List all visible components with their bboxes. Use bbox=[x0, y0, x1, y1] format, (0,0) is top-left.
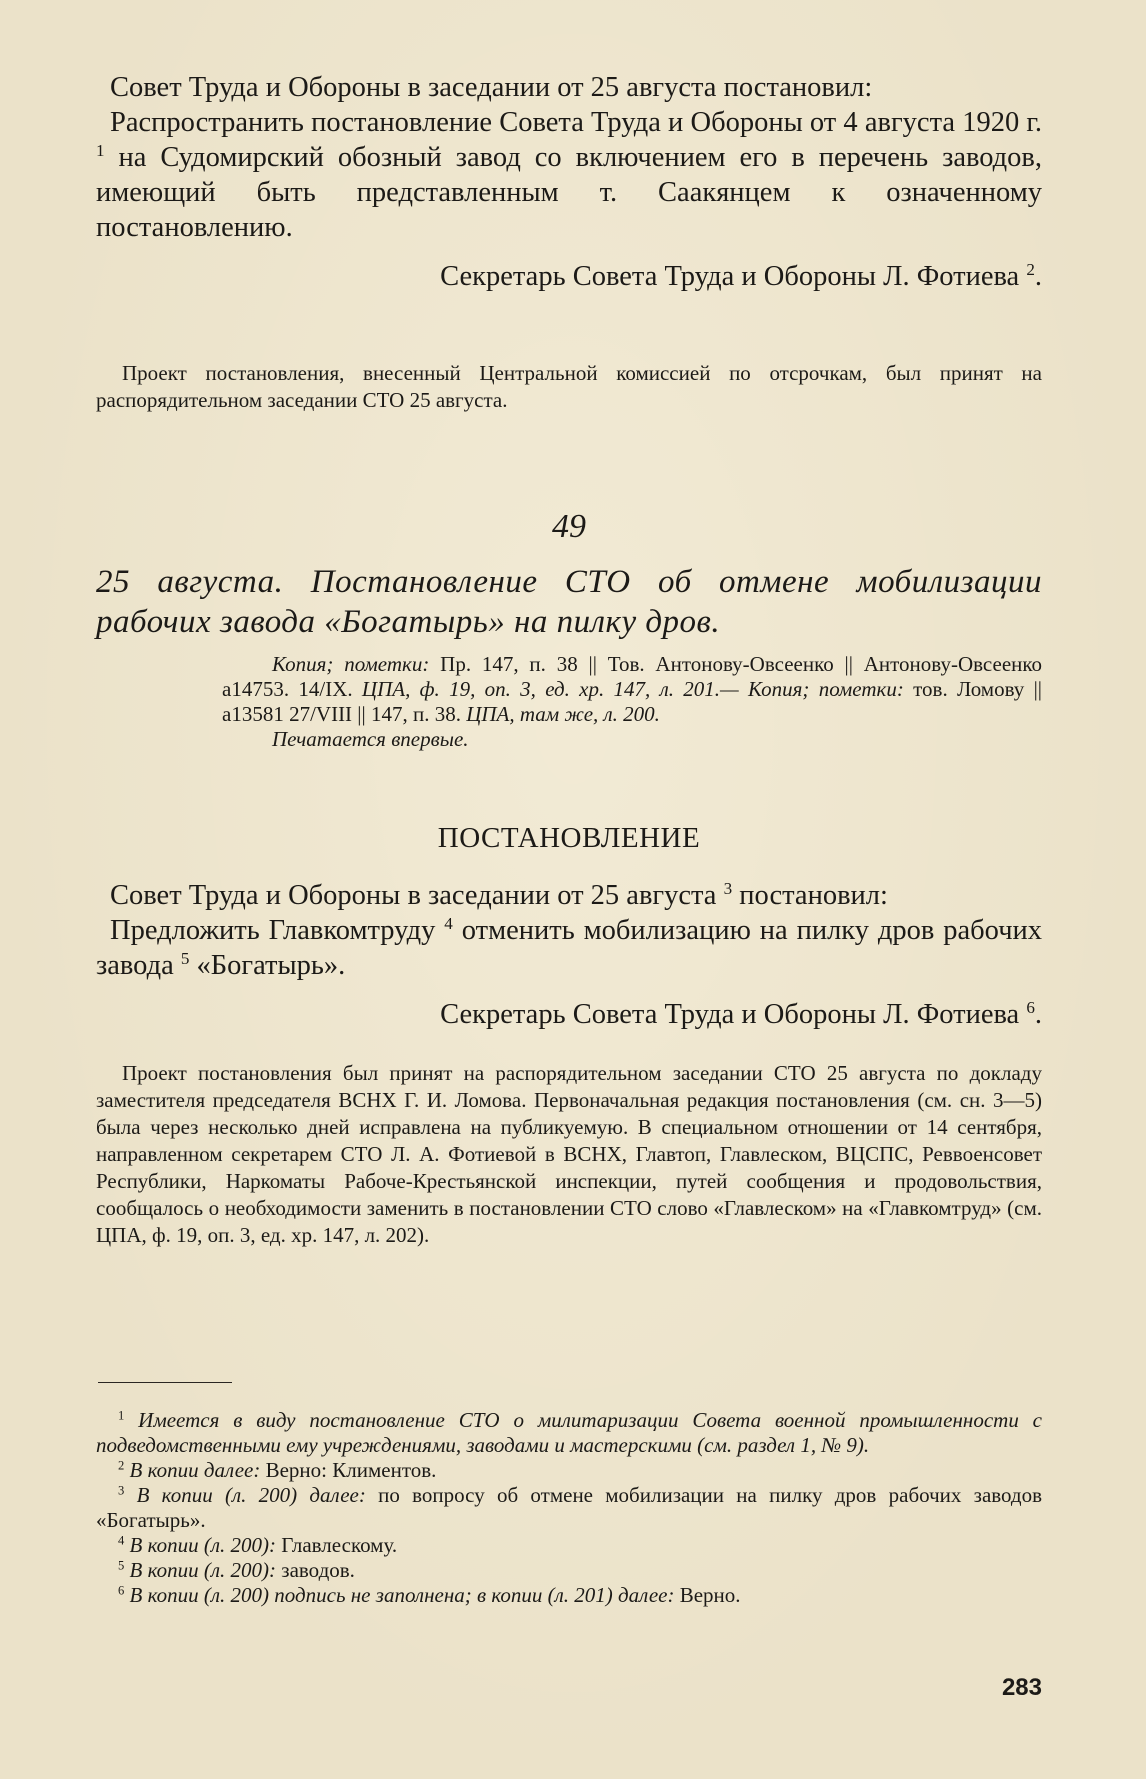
footnote-6-text: Верно. bbox=[679, 1583, 741, 1607]
footnote-4-italic: В копии (л. 200): bbox=[129, 1533, 277, 1557]
document-title-text: 25 августа. Постановление СТО об отмене мобилизации рабочих завода «Богатырь» на пилку дров. bbox=[96, 564, 1042, 640]
resolution-1 bbox=[96, 70, 1042, 294]
resolution-2-text-a: Предложить Главкомтруду bbox=[110, 915, 436, 946]
footnote-ref-3: 3 bbox=[723, 878, 733, 898]
signature-text-2: Секретарь Совета Труда и Обороны Л. Фотиева bbox=[440, 999, 1020, 1030]
resolution-1-text-b: на Судомирский обозный завод со включением его в перечень заводов, имеющий быть представленным т. Саакянцем к означенному постановлению. bbox=[96, 142, 1042, 243]
resolution-1-signature: Секретарь Совета Труда и Обороны Л. Фотиева $^2$. bbox=[440, 259, 1042, 292]
resolution-2-preamble-b: постановил: bbox=[739, 880, 888, 911]
editorial-note-1 bbox=[96, 360, 1042, 414]
resolution-2 bbox=[96, 878, 1042, 1032]
footnote-ref-2: 2 bbox=[1026, 259, 1035, 279]
editorial-note-2 bbox=[96, 1060, 1042, 1249]
footnote-4-text: Главлескому. bbox=[281, 1533, 398, 1557]
archive-reference bbox=[222, 652, 1042, 752]
footnote-ref-1: 1 bbox=[96, 140, 105, 160]
footnote-1 bbox=[96, 1408, 1042, 1458]
signature-text: Секретарь Совета Труда и Обороны Л. Фотиева bbox=[440, 261, 1020, 292]
archive-marks-2: тов. Ломову || а13581 27/VIII || 147, п. 38. bbox=[222, 677, 1042, 726]
footnote-4 bbox=[96, 1533, 1042, 1558]
resolution-1-text bbox=[96, 105, 1042, 245]
footnote-5-italic: В копии (л. 200): bbox=[129, 1558, 277, 1582]
footnote-6-num: 6 bbox=[118, 1583, 125, 1598]
footnote-5-num: 5 bbox=[118, 1558, 125, 1573]
first-publication-text: Печатается впервые. bbox=[272, 727, 469, 751]
resolution-2-signature: Секретарь Совета Труда и Обороны Л. Фотиева $^6$. bbox=[440, 997, 1042, 1030]
footnotes bbox=[96, 1408, 1042, 1608]
footnote-3-num: 3 bbox=[118, 1483, 125, 1498]
resolution-2-text-b: отменить мобилизацию на пилку дров рабочих завода bbox=[96, 915, 1043, 981]
resolution-1-preamble: Совет Труда и Обороны в заседании от 25 августа постановил: bbox=[110, 72, 873, 103]
page-number: 283 bbox=[1001, 1674, 1042, 1701]
archive-source-1: ЦПА, ф. 19, оп. 3, ед. хр. 147, л. 201.— Копия; пометки: bbox=[361, 677, 904, 701]
footnote-2-num: 2 bbox=[118, 1458, 125, 1473]
archive-source-2: ЦПА, там же, л. 200. bbox=[466, 702, 660, 726]
footnote-4-num: 4 bbox=[118, 1533, 125, 1548]
resolution-heading-text: ПОСТАНОВЛЕНИЕ bbox=[437, 822, 701, 854]
footnote-5 bbox=[96, 1558, 1042, 1583]
footnote-2 bbox=[96, 1458, 1042, 1483]
footnote-2-text: Верно: Климентов. bbox=[265, 1458, 437, 1482]
footnote-ref-6: 6 bbox=[1026, 997, 1035, 1017]
resolution-1-text-a: Распространить постановление Совета Труда и Обороны от 4 августа 1920 г. bbox=[110, 107, 1042, 138]
footnote-6-italic: В копии (л. 200) подпись не заполнена; в копии (л. 201) далее: bbox=[129, 1583, 675, 1607]
archive-reference-text bbox=[222, 652, 1042, 727]
resolution-2-text-c: «Богатырь». bbox=[196, 950, 346, 981]
first-publication bbox=[272, 727, 1042, 752]
editorial-note-1-text: Проект постановления, внесенный Центральной комиссией по отсрочкам, был принят на распорядительном заседании СТО 25 августа. bbox=[96, 361, 1042, 412]
footnote-3-italic: В копии (л. 200) далее: bbox=[136, 1483, 366, 1507]
footnote-ref-5: 5 bbox=[180, 948, 190, 968]
archive-marks-1: Пр. 147, п. 38 || Тов. Антонову-Овсеенко || Антонову-Овсеенко а14753. 14/IX. bbox=[222, 652, 1043, 701]
resolution-2-preamble-a: Совет Труда и Обороны в заседании от 25 августа bbox=[110, 880, 717, 911]
footnote-1-num: 1 bbox=[118, 1408, 125, 1423]
footnote-6 bbox=[96, 1583, 1042, 1608]
resolution-2-preamble bbox=[96, 878, 1042, 913]
document-number bbox=[96, 508, 1042, 546]
resolution-2-text bbox=[96, 913, 1042, 983]
footnote-divider bbox=[98, 1382, 232, 1383]
editorial-note-2-text: Проект постановления был принят на распорядительном заседании СТО 25 августа по докладу заместителя председателя ВСНХ Г. И. Ломова. Первоначальная редакция постановления (см. сн. 3—5) была через несколько дней исправлена на публикуемую. В специальном отношении от 14 сентября, направленном секретарем СТО Л. А. Фотиевой в ВСНХ, Главтоп, Главлеском, ВЦСПС, Реввоенсовет Республики, Наркоматы Рабоче-Крестьянской инспекции, путей сообщения и продовольствия, сообщалось о необходимости заменить в постановлении СТО слово «Главлеском» на «Главкомтруд» (см. ЦПА, ф. 19, оп. 3, ед. хр. 147, л. 202). bbox=[96, 1061, 1042, 1247]
footnote-3-text: по вопросу об отмене мобилизации на пилку дров рабочих заводов «Богатырь». bbox=[96, 1483, 1043, 1532]
footnote-3 bbox=[96, 1483, 1042, 1533]
footnote-2-italic: В копии далее: bbox=[129, 1458, 261, 1482]
document-title bbox=[96, 562, 1042, 642]
document-number-text: 49 bbox=[552, 508, 586, 545]
footnote-5-text: заводов. bbox=[281, 1558, 355, 1582]
footnote-1-italic: Имеется в виду постановление СТО о милитаризации Совета военной промышленности с подведомственными ему учреждениями, заводами и мастерскими (см. раздел 1, № 9). bbox=[96, 1408, 1043, 1457]
footnote-ref-4: 4 bbox=[444, 913, 453, 933]
archive-label-1: Копия; пометки: bbox=[272, 652, 430, 676]
resolution-heading bbox=[96, 822, 1042, 855]
